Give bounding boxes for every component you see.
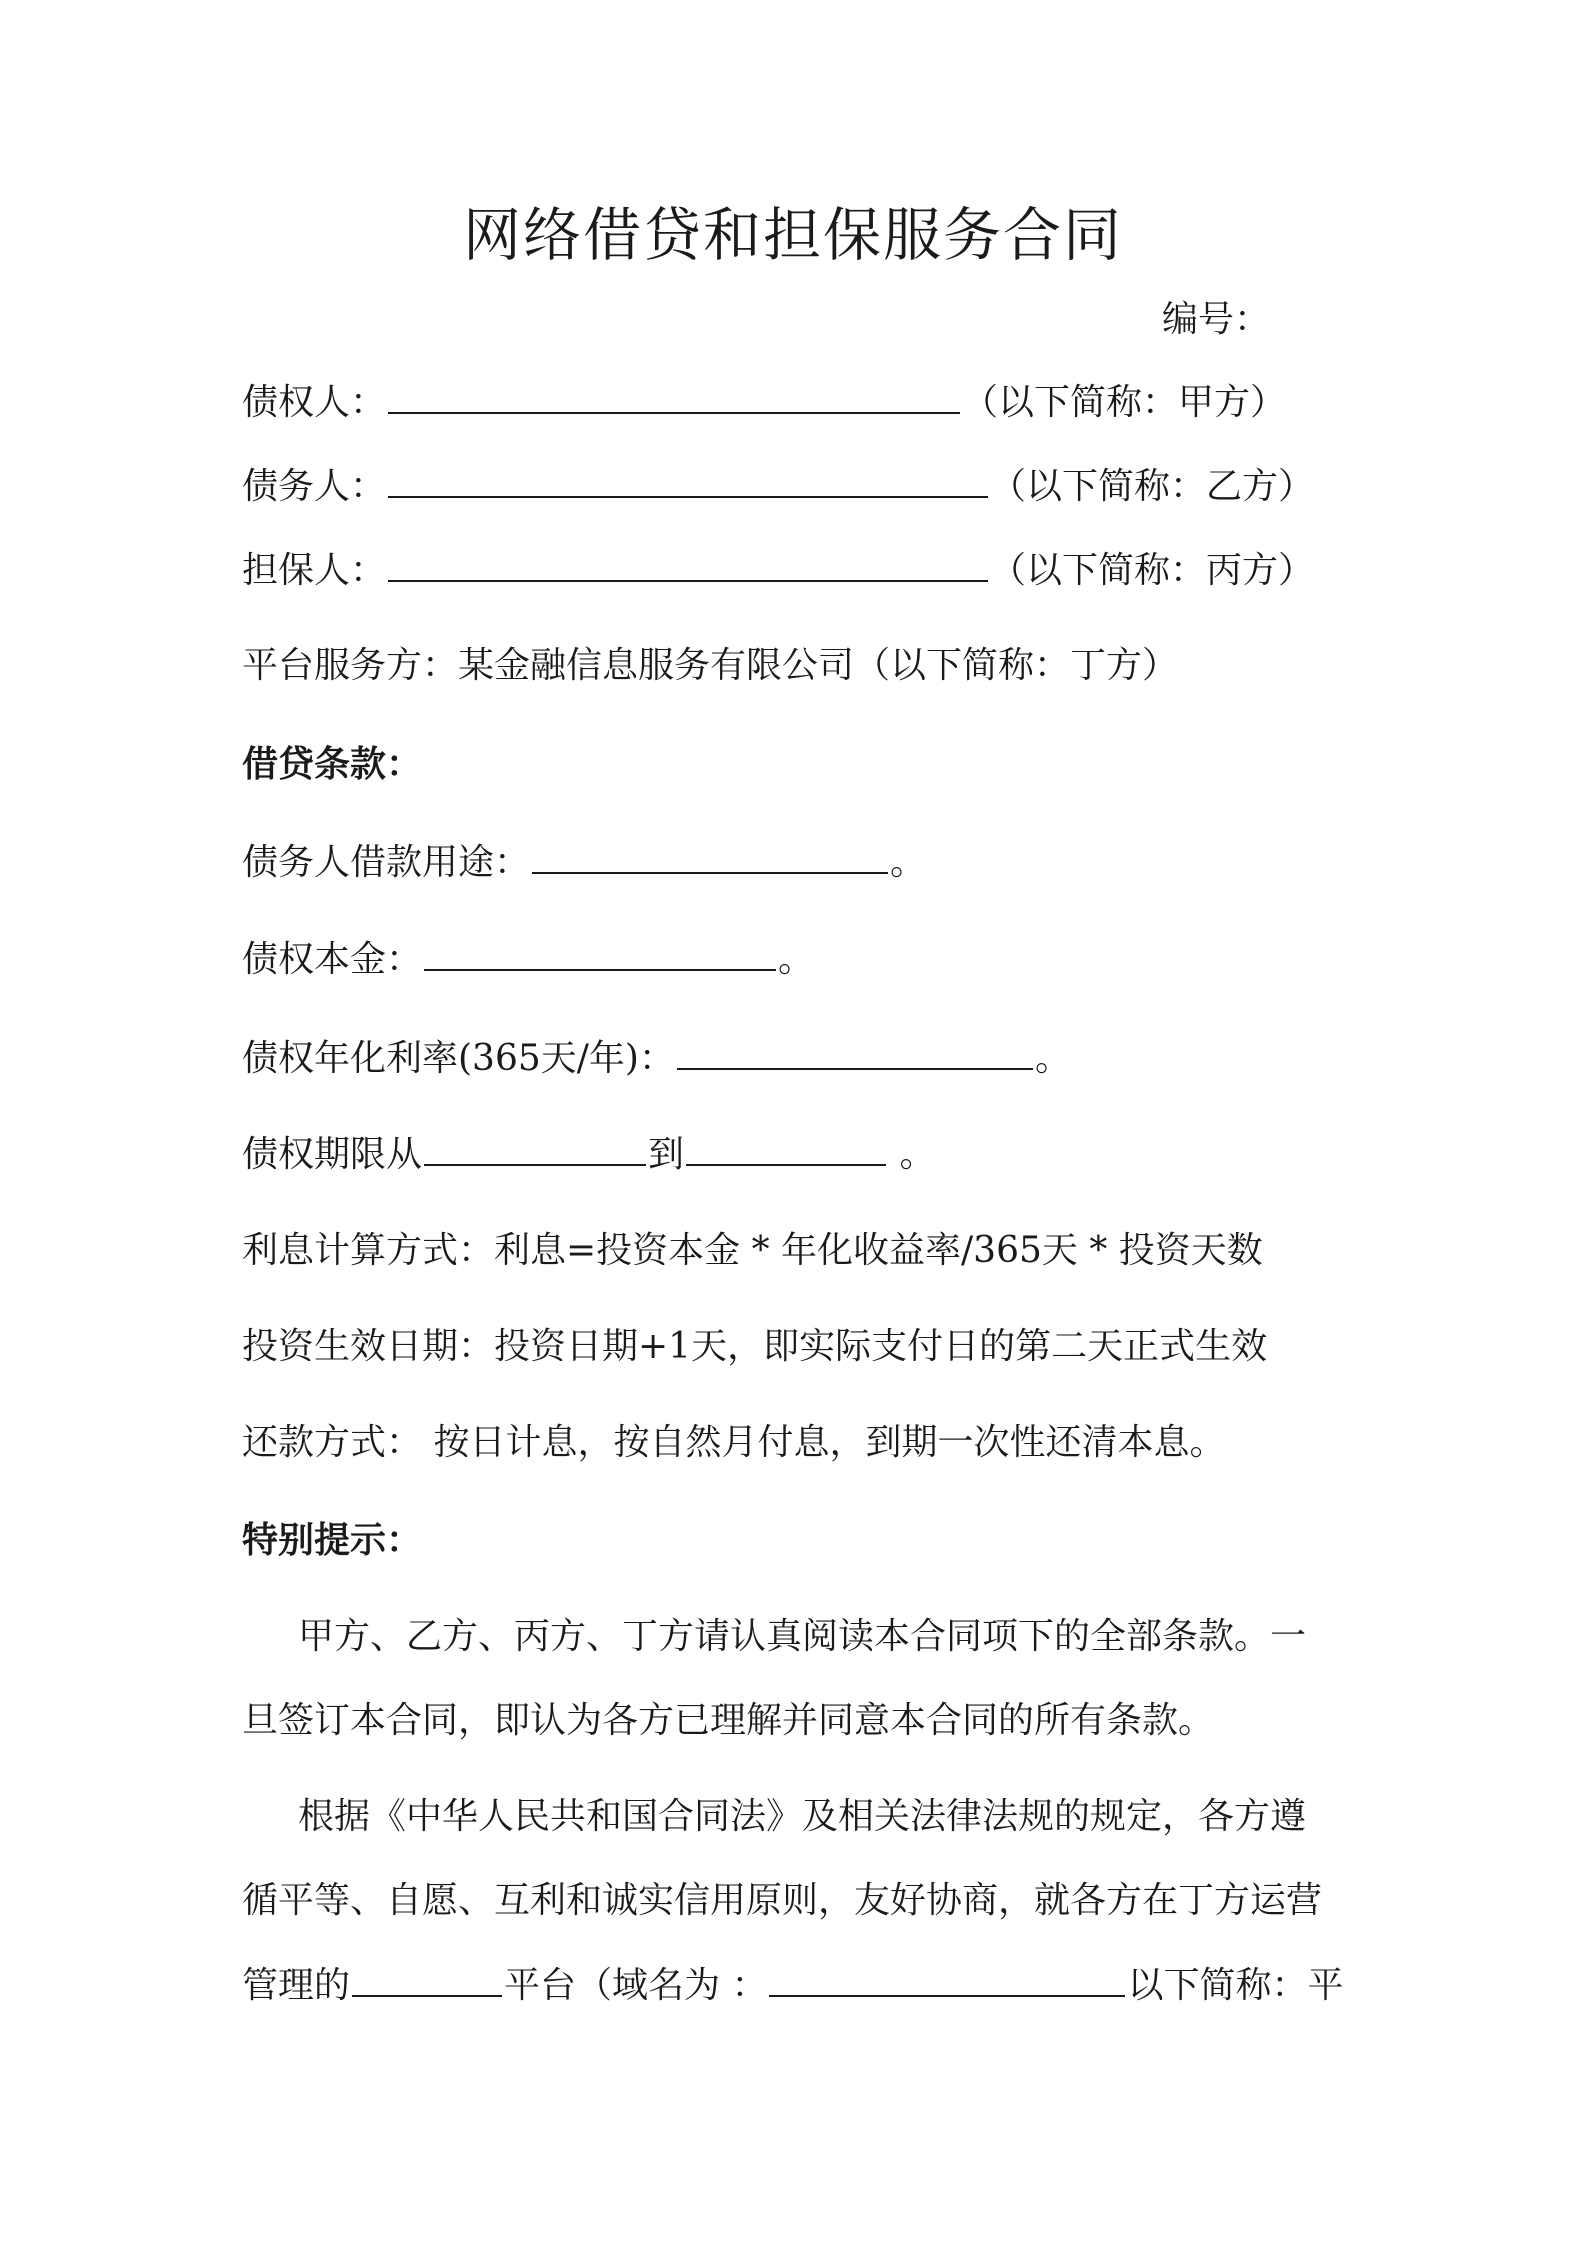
loan-purpose-line: [242, 838, 926, 887]
contract-title: 网络借贷和担保服务合同: [462, 201, 1123, 269]
guarantor-suffix: （以下简称：丙方）: [990, 550, 1315, 591]
debtor-suffix: （以下简称：乙方）: [990, 466, 1315, 507]
principal-line: [242, 935, 814, 984]
interest-formula-line: 利息计算方式：利息=投资本金 * 年化收益率/365天 * 投资天数: [242, 1230, 1263, 1271]
term-start-blank[interactable]: [424, 1130, 646, 1166]
guarantor-blank[interactable]: [388, 546, 988, 582]
loan-purpose-blank[interactable]: [532, 838, 888, 874]
principal-blank[interactable]: [424, 935, 776, 971]
term-line: [242, 1130, 936, 1179]
basis-paragraph-line-2: 循平等、自愿、互利和诚实信用原则，友好协商，就各方在丁方运营: [242, 1880, 1323, 1921]
principal-label: 债权本金：: [242, 939, 423, 980]
managed-label: 管理的: [242, 1965, 351, 2006]
term-to-label: 到: [648, 1134, 685, 1175]
creditor-blank[interactable]: [388, 378, 960, 414]
abbreviation-label: 以下简称：平: [1127, 1965, 1344, 2006]
debtor-label: 债务人：: [242, 466, 387, 507]
creditor-line: [242, 378, 1286, 427]
platform-name-blank[interactable]: [352, 1961, 502, 1997]
basis-paragraph-line-1: 根据《中华人民共和国合同法》及相关法律法规的规定，各方遵: [298, 1796, 1307, 1837]
loan-purpose-period: 。: [890, 842, 927, 883]
special-notice-heading: 特别提示：: [242, 1519, 423, 1561]
basis-paragraph-line-3: [242, 1961, 1354, 2010]
serial-number-label: 编号：: [1162, 299, 1271, 340]
guarantor-label: 担保人：: [242, 550, 387, 591]
annual-rate-label: 债权年化利率(365天/年)：: [242, 1038, 675, 1079]
notice-paragraph-line-1: 甲方、乙方、丙方、丁方请认真阅读本合同项下的全部条款。一: [298, 1616, 1307, 1657]
term-label: 债权期限从: [242, 1134, 423, 1175]
annual-rate-line: [242, 1034, 1071, 1083]
annual-rate-period: 。: [1034, 1038, 1071, 1079]
debtor-line: [242, 462, 1314, 511]
loan-purpose-label: 债务人借款用途：: [242, 842, 531, 883]
guarantor-line: [242, 546, 1314, 595]
domain-blank[interactable]: [769, 1961, 1125, 1997]
principal-period: 。: [778, 939, 815, 980]
effective-date-line: 投资生效日期：投资日期+1天，即实际支付日的第二天正式生效: [242, 1326, 1268, 1367]
debtor-blank[interactable]: [388, 462, 988, 498]
creditor-label: 债权人：: [242, 382, 387, 423]
loan-terms-heading: 借贷条款：: [242, 743, 423, 785]
term-period: 。: [899, 1134, 936, 1175]
platform-service-line: 平台服务方：某金融信息服务有限公司（以下简称：丁方）: [242, 645, 1179, 686]
notice-paragraph-line-2: 旦签订本合同，即认为各方已理解并同意本合同的所有条款。: [242, 1700, 1215, 1741]
domain-label: 平台（域名为 ：: [504, 1965, 768, 2006]
repayment-line: 还款方式： 按日计息，按自然月付息，到期一次性还清本息。: [242, 1422, 1226, 1463]
term-end-blank[interactable]: [686, 1130, 886, 1166]
annual-rate-blank[interactable]: [677, 1034, 1033, 1070]
creditor-suffix: （以下简称：甲方）: [962, 382, 1287, 423]
